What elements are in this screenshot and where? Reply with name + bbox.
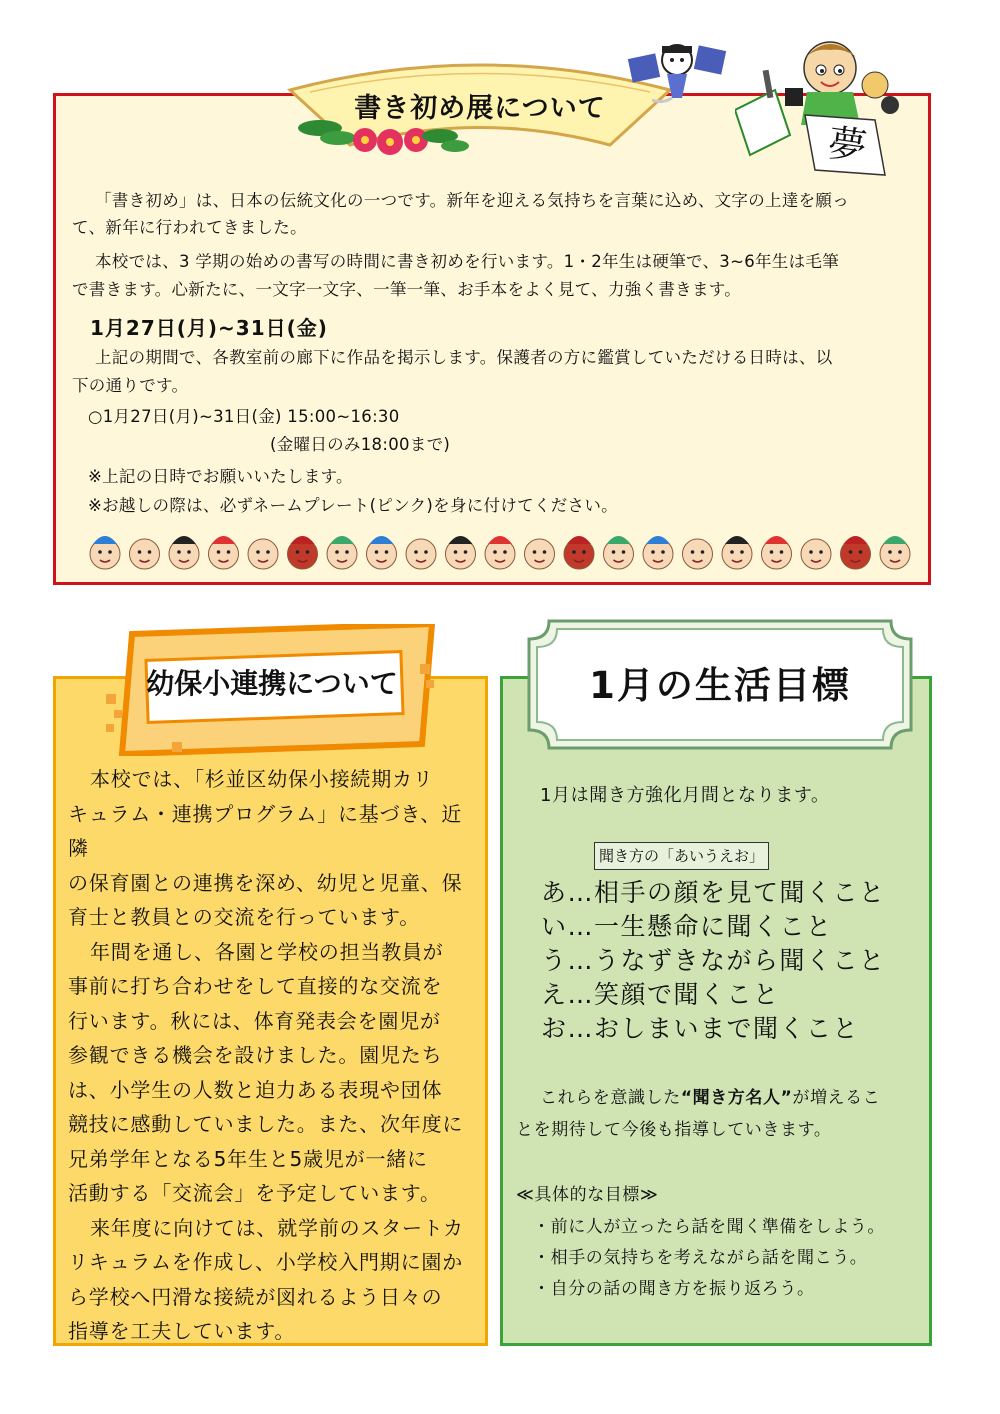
- s2-line: 本校では、「杉並区幼保小接続期カリ: [90, 767, 434, 791]
- exhibition-dates: 1月27日(月)~31日(金): [90, 316, 328, 340]
- closing-post: が増えるこ: [792, 1088, 881, 1108]
- aiueo-item: え…笑顔で聞くこと: [541, 980, 780, 1009]
- s2-line: 競技に感動していました。また、次年度に: [68, 1112, 464, 1136]
- s2-line: 来年度に向けては、就学前のスタートカ: [90, 1215, 464, 1240]
- lucky-god-face-icon: [248, 539, 278, 569]
- closing-line2: とを期待して今後も指導していきます。: [516, 1120, 832, 1140]
- closing-pre: これらを意識した: [540, 1088, 681, 1108]
- s1-para3-line2: 下の通りです。: [72, 376, 189, 395]
- lucky-god-face-icon: [722, 536, 752, 569]
- section2-title: 幼保小連携について: [146, 667, 398, 700]
- section2-body: [68, 762, 478, 1349]
- s1-para2-line2: で書きます。心新たに、一文字一文字、一筆一筆、お手本をよく見て、力強く書きます。: [72, 280, 742, 299]
- viewing-schedule: ○1月27日(月)~31日(金) 15:00~16:30: [88, 407, 400, 426]
- goal-item: ・相手の気持ちを考えながら話を聞こう。: [533, 1248, 868, 1268]
- calligraphy-paper-character: 夢: [825, 120, 870, 170]
- lucky-god-face-icon: [841, 536, 871, 569]
- s2-line: 育士と教員との交流を行っています。: [68, 905, 420, 929]
- s2-line: の保育園との連携を深め、幼児と児童、保: [68, 870, 463, 895]
- lucky-god-face-icon: [406, 539, 436, 569]
- lucky-god-face-icon: [169, 536, 199, 569]
- seven-lucky-gods-border: [85, 528, 915, 572]
- s2-line: 参観できる機会を設けました。園児たち: [68, 1043, 443, 1067]
- listening-master-emphasis: “聞き方名人”: [680, 1088, 793, 1108]
- s1-para1-line1: 「書き初め」は、日本の伝統文化の一つです。新年を迎える気持ちを言葉に込め、文字の上達を願っ: [95, 191, 850, 210]
- lucky-god-face-icon: [525, 539, 555, 569]
- aiueo-item: お…おしまいまで聞くこと: [541, 1014, 860, 1043]
- s2-line: 行います。秋には、体育発表会を園児が: [68, 1008, 441, 1033]
- lucky-god-face-icon: [564, 536, 594, 569]
- lucky-god-face-icon: [683, 539, 713, 569]
- goal-item: ・前に人が立ったら話を聞く準備をしよう。: [533, 1217, 885, 1237]
- closing-line1: [540, 1083, 880, 1113]
- aiueo-item: う…うなずきながら聞くこと: [541, 946, 886, 975]
- lucky-god-face-icon: [485, 536, 515, 569]
- pine-branch-right: [422, 129, 469, 152]
- lucky-god-face-icon: [880, 536, 910, 569]
- lucky-god-face-icon: [801, 539, 831, 569]
- lucky-god-face-icon: [604, 536, 634, 569]
- s2-line: ら学校へ円滑な接続が図れるよう日々の: [68, 1284, 443, 1309]
- lucky-god-face-icon: [643, 536, 673, 569]
- section1-title: 書き初め展について: [354, 93, 606, 124]
- s2-line: 年間を通し、各園と学校の担当教員が: [90, 939, 444, 964]
- s2-line: 活動する「交流会」を予定しています。: [68, 1181, 441, 1205]
- aiueo-item: い…一生懸命に聞くこと: [541, 912, 833, 941]
- lucky-god-face-icon: [367, 536, 397, 569]
- plum-blossom-decoration: [353, 128, 428, 155]
- s1-para1-line2: て、新年に行われてきました。: [72, 218, 307, 237]
- note-nameplate: ※お越しの際は、必ずネームプレート(ピンク)を身に付けてください。: [88, 496, 618, 515]
- s1-para3-line1: 上記の期間で、各教室前の廊下に作品を掲示します。保護者の方に鑑賞していただける日時は、以: [95, 348, 833, 367]
- s2-line: リキュラムを作成し、小学校入門期に園か: [68, 1250, 463, 1274]
- lucky-god-face-icon: [446, 536, 476, 569]
- s2-line: キュラム・連携プログラム」に基づき、近隣: [68, 801, 462, 860]
- s2-line: 事前に打ち合わせをして直接的な交流を: [68, 974, 443, 998]
- viewing-schedule-note: (金曜日のみ18:00まで): [270, 435, 451, 454]
- kite-illustration: [622, 38, 732, 108]
- goals-heading: ≪具体的な目標≫: [516, 1185, 659, 1205]
- lucky-god-face-icon: [209, 536, 239, 569]
- goal-item: ・自分の話の聞き方を振り返ろう。: [533, 1279, 815, 1299]
- section3-title: 1月の生活目標: [589, 664, 851, 707]
- s2-line: は、小学生の人数と迫力ある表現や団体: [68, 1077, 443, 1102]
- lucky-god-face-icon: [130, 539, 160, 569]
- note-schedule: ※上記の日時でお願いいたします。: [88, 467, 353, 486]
- s1-para2-line1: 本校では、3 学期の始めの書写の時間に書き初めを行います。1・2年生は硬筆で、3~6年生は毛筆: [95, 252, 840, 271]
- aiueo-label: 聞き方の「あいうえお」: [594, 842, 769, 870]
- s2-line: 指導を工夫しています。: [68, 1319, 296, 1343]
- lucky-god-face-icon: [762, 536, 792, 569]
- aiueo-list: [541, 876, 886, 1046]
- lucky-god-face-icon: [90, 536, 120, 569]
- s2-line: 兄弟学年となる5年生と5歳児が一緒に: [68, 1146, 428, 1171]
- goals-list: [533, 1212, 885, 1305]
- boy-writing-calligraphy-illustration: [735, 30, 910, 180]
- aiueo-item: あ…相手の顔を見て聞くこと: [541, 878, 886, 907]
- lucky-god-face-icon: [288, 536, 318, 569]
- lucky-god-face-icon: [327, 536, 357, 569]
- listening-month-intro: 1月は聞き方強化月間となります。: [540, 785, 830, 806]
